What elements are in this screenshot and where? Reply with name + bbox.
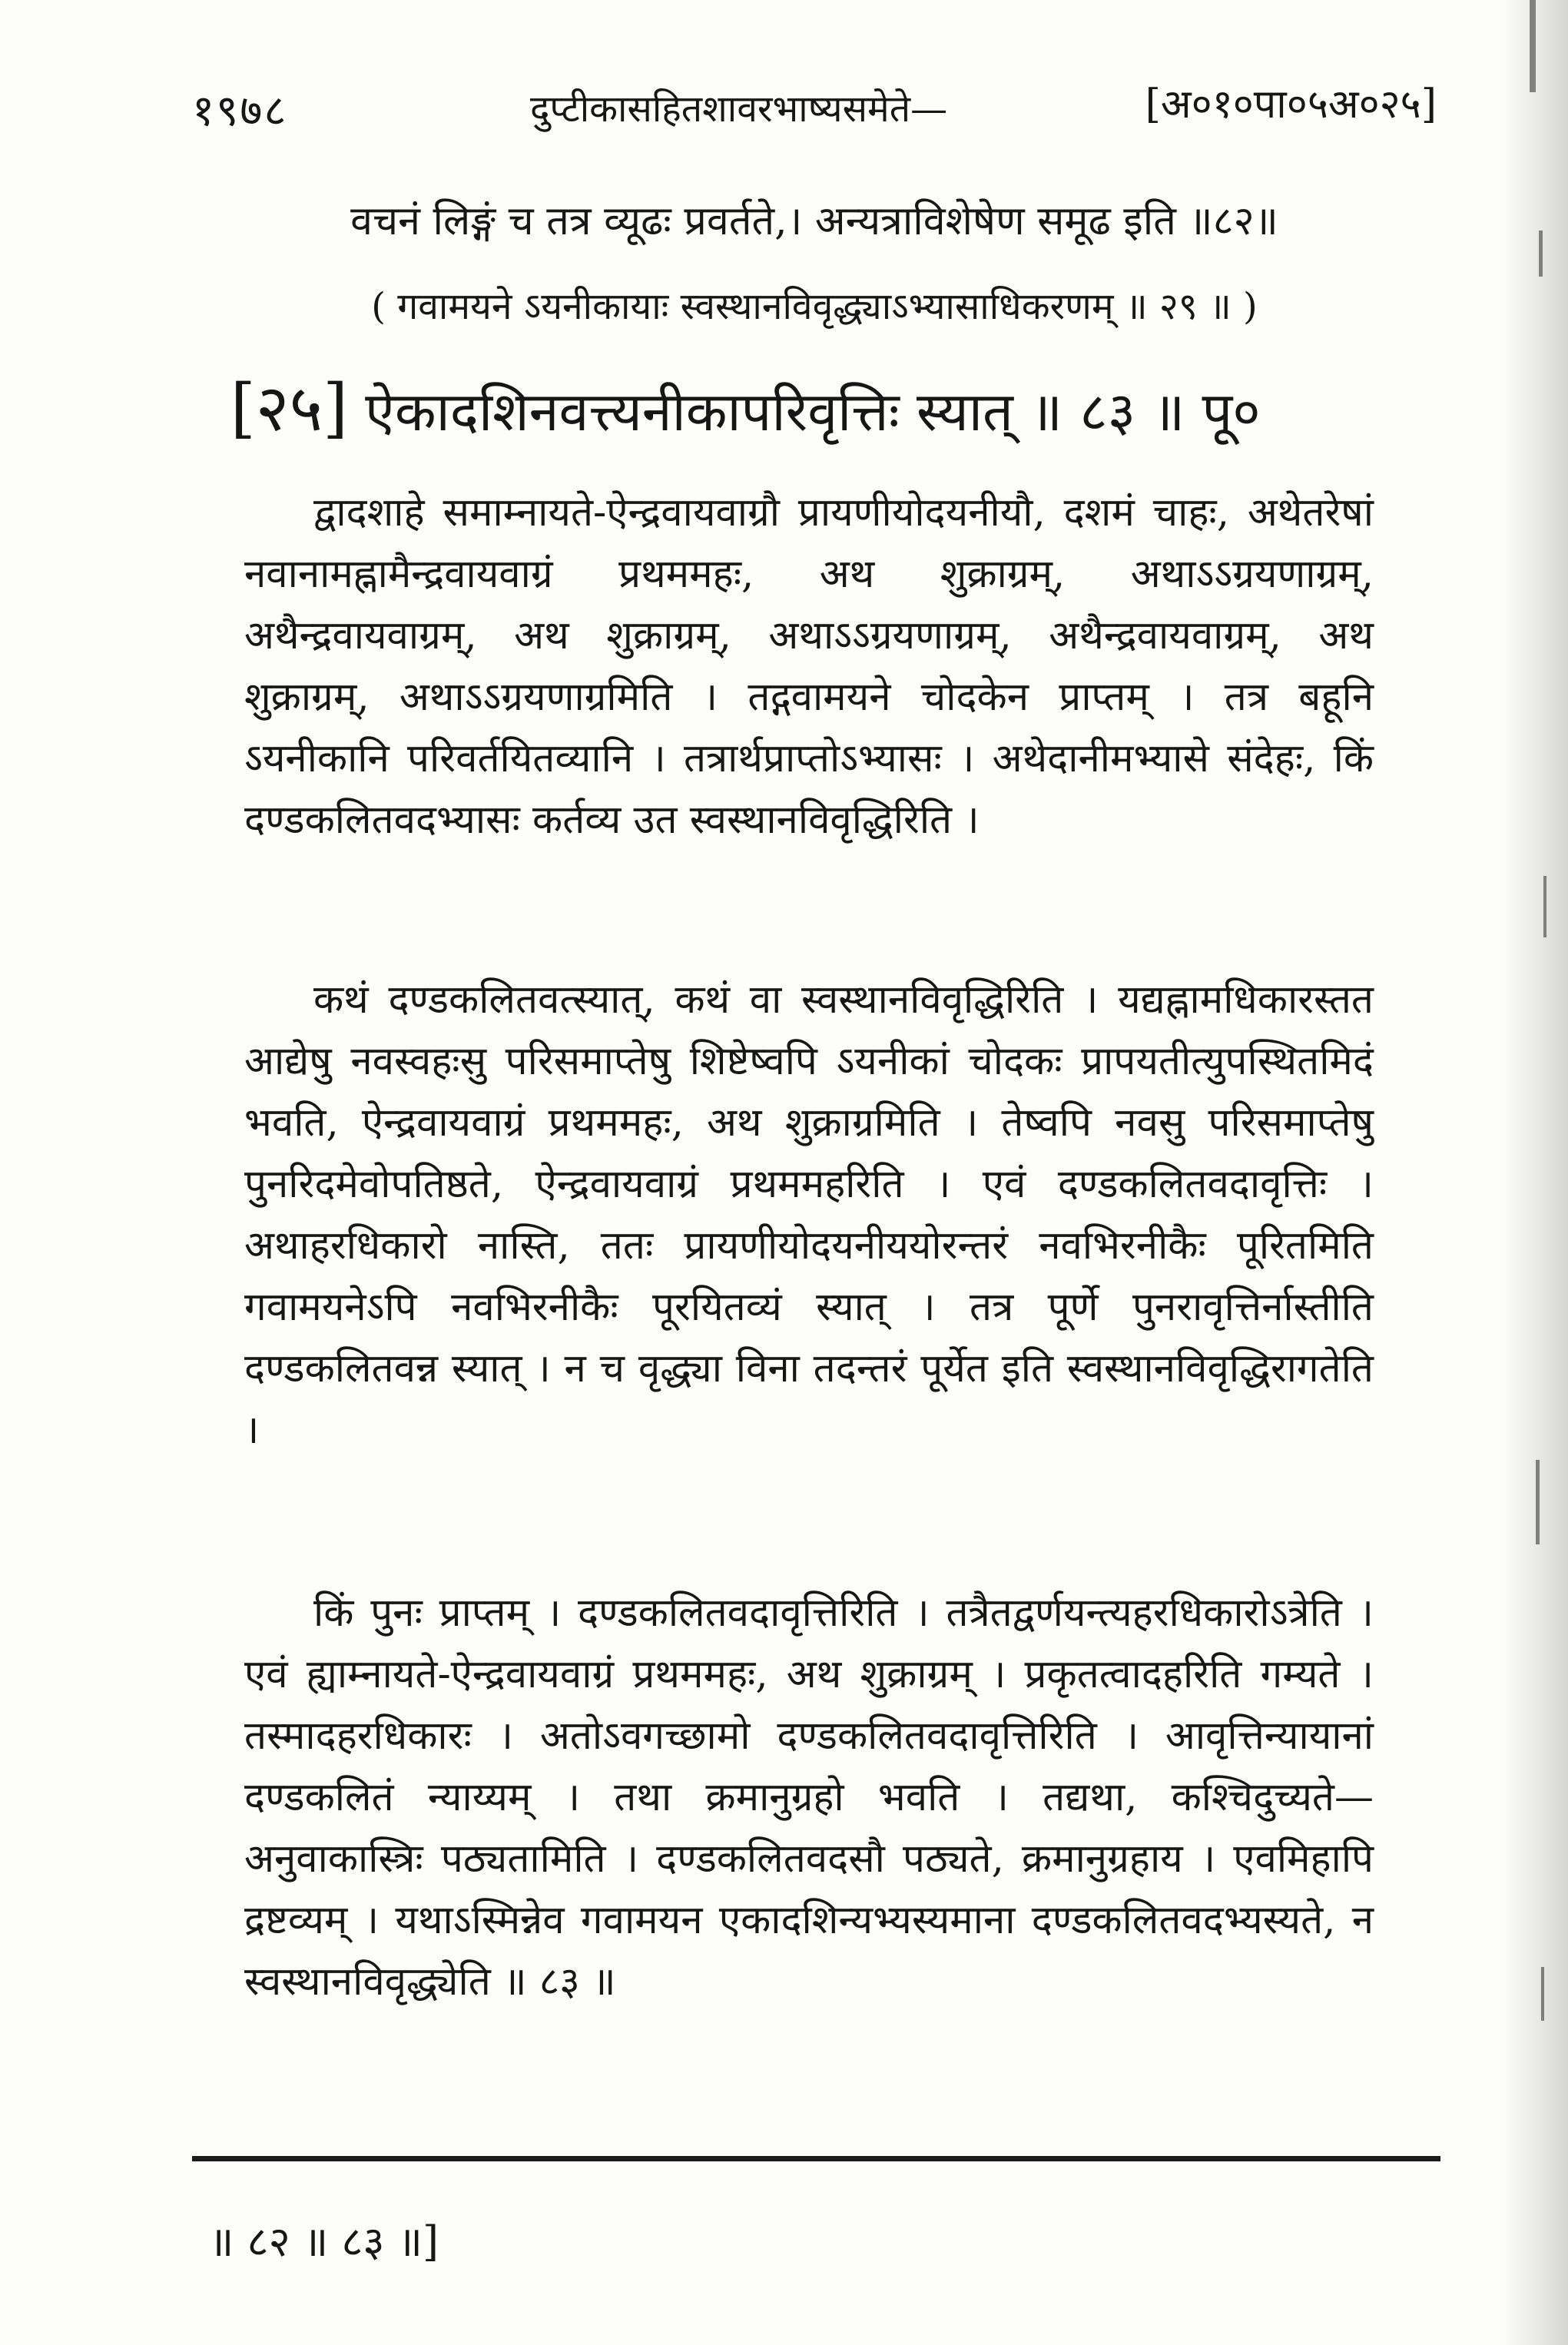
sutra-number: [२५]	[230, 370, 348, 446]
footnote: ॥ ८२ ॥ ८३ ॥]	[209, 2217, 439, 2266]
scan-edge-mark	[1543, 876, 1546, 937]
sutra-text: ऐकादशिनवत्त्यनीकापरिवृत्तिः स्यात् ॥ ८३ ॥ पू०	[365, 380, 1261, 443]
sutra-line	[230, 361, 1437, 449]
adhikarana-title: ( गवामयने ऽयनीकायाः स्वस्थानविवृद्ध्याऽभ्यासाधिकरणम् ॥ २९ ॥ )	[371, 285, 1258, 328]
commentary-paragraph: कथं दण्डकलितवत्स्यात्, कथं वा स्वस्थानविवृद्धिरिति । यद्यह्नामधिकारस्तत आद्येषु नवस्वहःसु परिसमाप्तेषु शिष्टेष्वपि ऽयनीकां चोदकः प्रापयतीत्युपस्थितमिदं भवति, ऐन्द्रवायवाग्रं प्रथममहः, अथ शुक्राग्रमिति । तेष्वपि नवसु परिसमाप्तेषु पुनरिदमेवोपतिष्ठते, ऐन्द्रवायवाग्रं प्रथममहरिति । एवं दण्डकलितवदावृत्तिः । अथाहरधिकारो नास्ति, ततः प्रायणीयोदयनीययोरन्तरं नवभिरनीकैः पूरितमिति गवामयनेऽपि नवभिरनीकैः पूरयितव्यं स्यात् । तत्र पूर्णे पुनरावृत्तिर्नास्तीति दण्डकलितवन्न स्यात् । न च वृद्ध्या विना तदन्तरं पूर्येत इति स्वस्थानविवृद्धिरागतेति ।	[244, 977, 1374, 1453]
footnote-divider	[192, 2156, 1440, 2161]
running-title: दुप्टीकासहितशावरभाष्यसमेते—	[530, 88, 948, 131]
commentary-paragraph: किं पुनः प्राप्तम् । दण्डकलितवदावृत्तिरिति । तत्रैतद्वर्णयन्त्यहरधिकारोऽत्रेति । एवं ह्याम्नायते-ऐन्द्रवायवाग्रं प्रथममहः, अथ शुक्राग्रम् । प्रकृतत्वादहरिति गम्यते । तस्मादहरधिकारः । अतोऽवगच्छामो दण्डकलितवदावृत्तिरिति । आवृत्तिन्यायानां दण्डकलितं न्याय्यम् । तथा क्रमानुग्रहो भवति । तद्यथा, कश्चिदुच्यते—अनुवाकास्त्रिः पठ्यतामिति । दण्डकलितवदसौ पठ्यते, क्रमानुग्रहाय । एवमिहापि द्रष्टव्यम् । यथाऽस्मिन्नेव गवामयन एकादशिन्यभ्यस्यमाना दण्डकलितवदभ्यस्यते, न स्वस्थानविवृद्ध्येति ॥ ८३ ॥	[244, 1590, 1374, 2005]
page-header	[192, 71, 1437, 140]
scan-edge-mark	[1541, 1967, 1544, 2021]
verse-line: वचनं लिङ्गं च तत्र व्यूढः प्रवर्तते,। अन्यत्राविशेषेण समूढ इति ॥८२॥	[350, 198, 1278, 244]
page-number: १९७८	[192, 86, 288, 136]
scan-edge-shadow	[1499, 0, 1568, 2345]
scan-edge-mark	[1530, 0, 1536, 92]
scan-edge-mark	[1536, 1460, 1540, 1544]
section-reference: [अ०१०पा०५अ०२५]	[1145, 81, 1437, 128]
scan-edge-mark	[1539, 231, 1543, 277]
commentary-paragraph: द्वादशाहे समाम्नायते-ऐन्द्रवायवाग्रौ प्रायणीयोदयनीयौ, दशमं चाहः, अथेतरेषां नवानामह्नामैन्द्रवायवाग्रं प्रथममहः, अथ शुक्राग्रम्, अथाऽऽग्रयणाग्रम्, अथैन्द्रवायवाग्रम्, अथ शुक्राग्रम्, अथाऽऽग्रयणाग्रम्, अथैन्द्रवायवाग्रम्, अथ शुक्राग्रम्, अथाऽऽग्रयणाग्रमिति । तद्गवामयने चोदकेन प्राप्तम् । तत्र बहूनि ऽयनीकानि परिवर्तयितव्यानि । तत्रार्थप्राप्तोऽभ्यासः । अथेदानीमभ्यासे संदेहः, किं दण्डकलितवदभ्यासः कर्तव्य उत स्वस्थानविवृद्धिरिति ।	[244, 490, 1374, 843]
